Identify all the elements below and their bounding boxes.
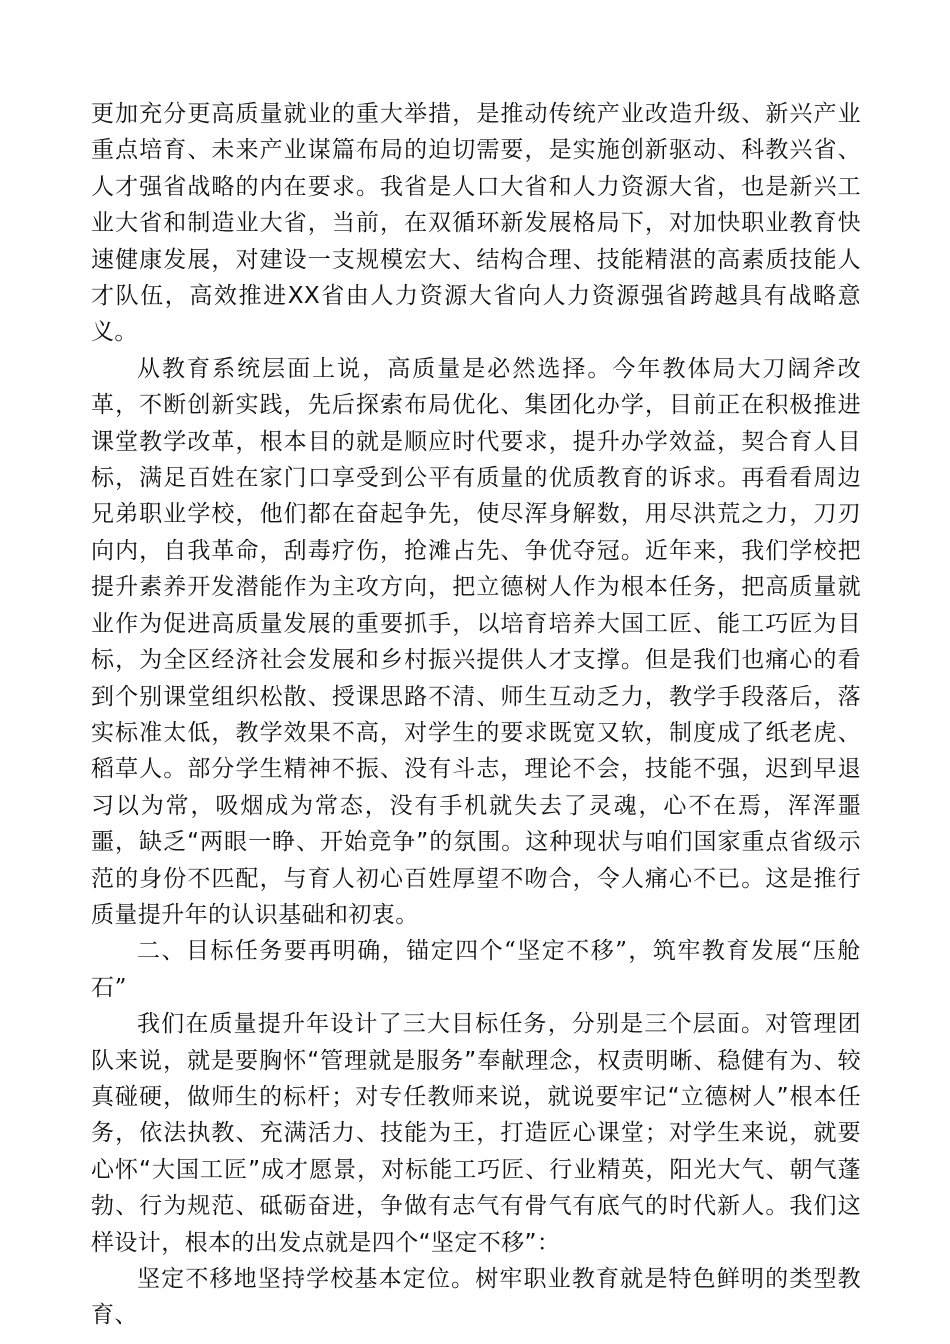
document-body (91, 96, 861, 1334)
paragraph-positioning: 坚定不移地坚持学校基本定位。树牢职业教育就是特色鲜明的类型教育、 (91, 1266, 861, 1329)
section-heading: 二、目标任务要再明确，锚定四个“坚定不移”，筑牢教育发展“压舱石” (91, 938, 861, 1001)
paragraph-continued: 更加充分更高质量就业的重大举措，是推动传统产业改造升级、新兴产业重点培育、未来产业谋篇布局的迫切需要，是实施创新驱动、科教兴省、人才强省战略的内在要求。我省是人口大省和人力资源大省，也是新兴工业大省和制造业大省，当前，在双循环新发展格局下，对加快职业教育快速健康发展，对建设一支规模宏大、结构合理、技能精湛的高素质技能人才队伍，高效推进XX省由人力资源大省向人力资源强省跨越具有战略意义。 (91, 101, 861, 346)
paragraph-education-system: 从教育系统层面上说，高质量是必然选择。今年教体局大刀阔斧改革，不断创新实践，先后探索布局优化、集团化办学，目前正在积极推进课堂教学改革，根本目的就是顺应时代要求，提升办学效益，契合育人目标，满足百姓在家门口享受到公平有质量的优质教育的诉求。再看看周边兄弟职业学校，他们都在奋起争先，使尽浑身解数，用尽洪荒之力，刀刃向内，自我革命，刮毒疗伤，抢滩占先、争优夺冠。近年来，我们学校把提升素养开发潜能作为主攻方向，把立德树人作为根本任务，把高质量就业作为促进高质量发展的重要抓手，以培育培养大国工匠、能工巧匠为目标，为全区经济社会发展和乡村振兴提供人才支撑。但是我们也痛心的看到个别课堂组织松散、授课思路不清、师生互动乏力，教学手段落后，落实标准太低，教学效果不高，对学生的要求既宽又软，制度成了纸老虎、稻草人。部分学生精神不振、没有斗志，理论不会，技能不强，迟到早退习以为常，吸烟成为常态，没有手机就失去了灵魂，心不在焉，浑浑噩噩，缺乏“两眼一睁、开始竞争”的氛围。这种现状与咱们国家重点省级示范的身份不匹配，与育人初心百姓厚望不吻合，令人痛心不已。这是推行质量提升年的认识基础和初衷。 (91, 355, 861, 928)
paragraph-goals: 我们在质量提升年设计了三大目标任务，分别是三个层面。对管理团队来说，就是要胸怀“管理就是服务”奉献理念，权责明晰、稳健有为、较真碰硬，做师生的标杆；对专任教师来说，就说要牢记“立德树人”根本任务，依法执教、充满活力、技能为王，打造匠心课堂；对学生来说，就要心怀“大国工匠”成才愿景，对标能工巧匠、行业精英，阳光大气、朝气蓬勃、行为规范、砥砺奋进，争做有志气有骨气有底气的时代新人。我们这样设计，根本的出发点就是四个“坚定不移”： (91, 1011, 861, 1256)
